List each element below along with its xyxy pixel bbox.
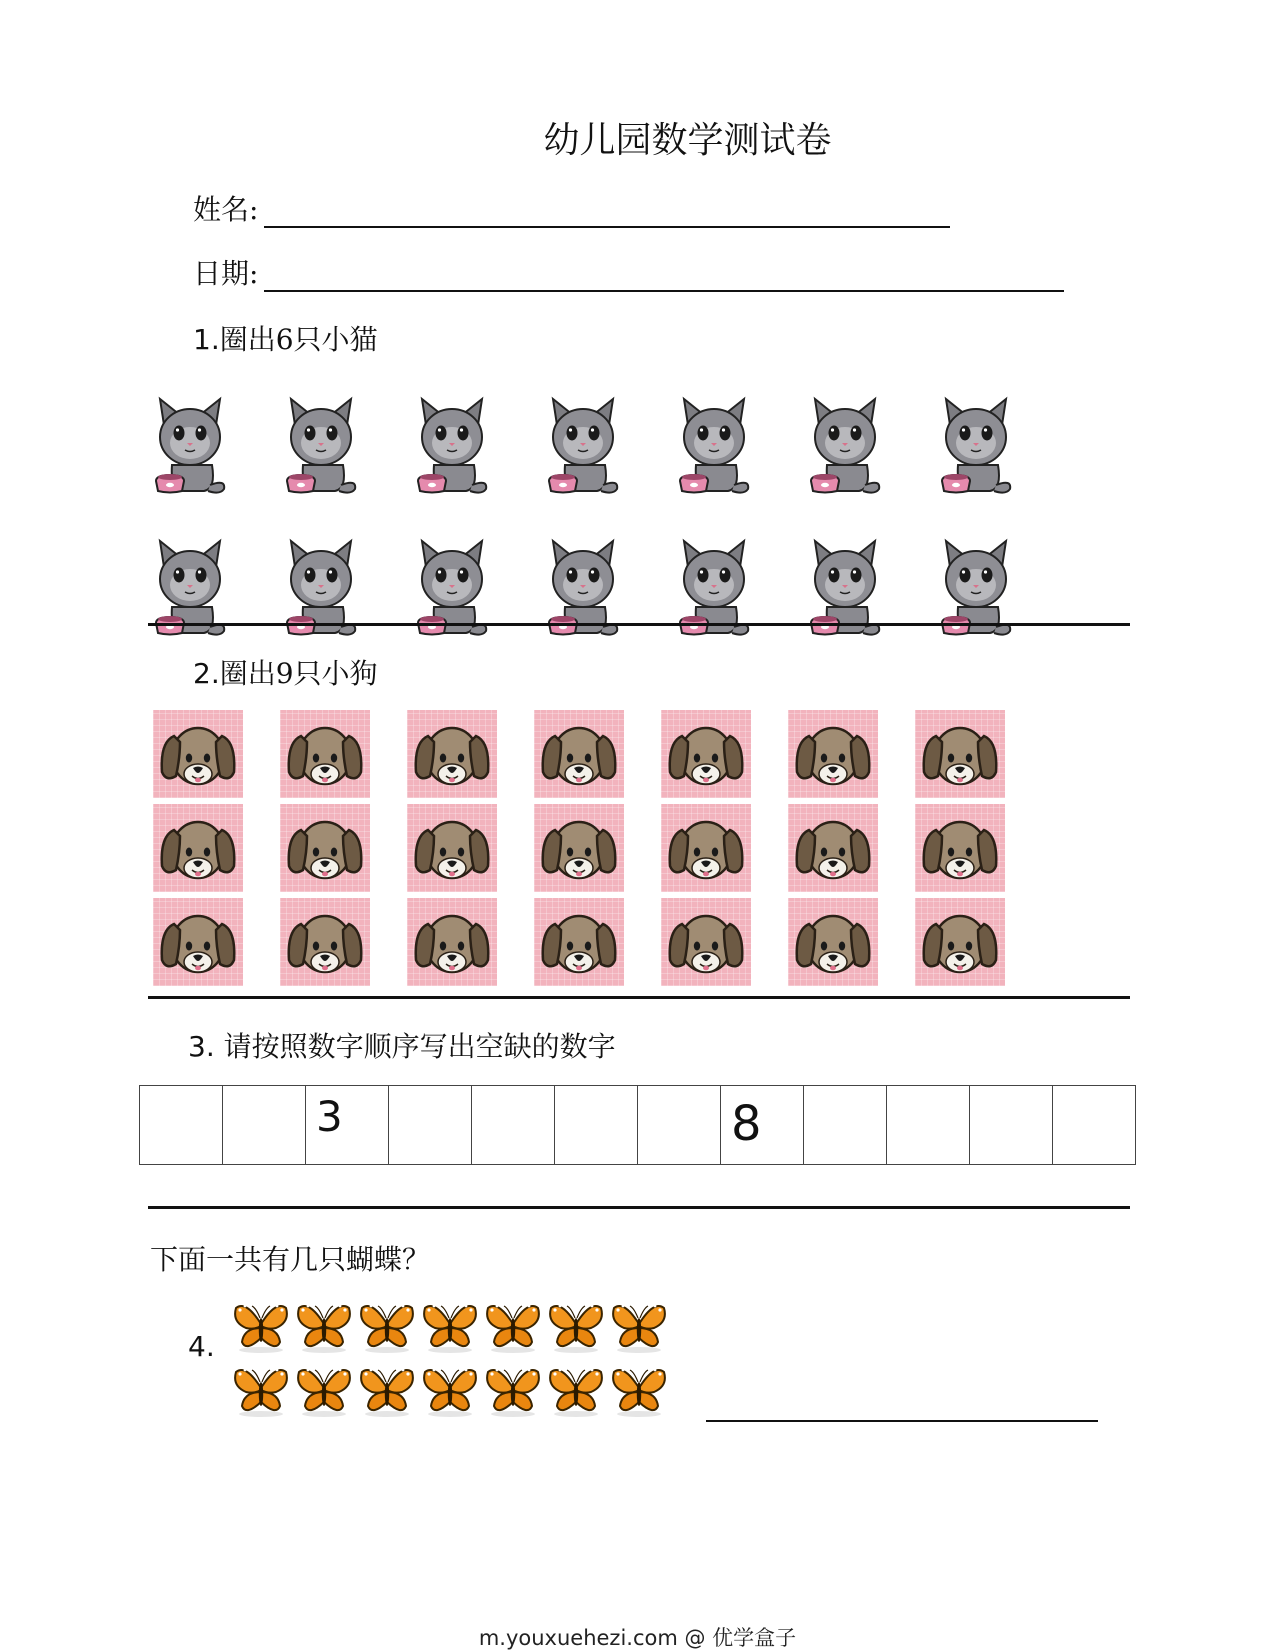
number-cell-value: 3 bbox=[316, 1092, 343, 1141]
number-cell[interactable] bbox=[223, 1086, 306, 1165]
answer-line[interactable] bbox=[706, 1420, 1098, 1422]
name-field[interactable] bbox=[193, 188, 950, 228]
dog-icon[interactable] bbox=[407, 710, 497, 798]
butterfly-icon bbox=[295, 1298, 353, 1354]
number-cell[interactable] bbox=[389, 1086, 472, 1165]
cat-icon[interactable] bbox=[936, 395, 1016, 495]
footer-watermark: m.youxuehezi.com @ 优学盒子 bbox=[478, 1626, 797, 1650]
number-cell[interactable] bbox=[970, 1086, 1053, 1165]
number-cell bbox=[721, 1086, 804, 1165]
butterfly-icon bbox=[295, 1362, 353, 1418]
cat-icon[interactable] bbox=[281, 395, 361, 495]
cat-icon[interactable] bbox=[674, 537, 754, 637]
dog-icon[interactable] bbox=[280, 804, 370, 892]
divider-3 bbox=[148, 1206, 1130, 1209]
question-2-number: 2. bbox=[193, 657, 220, 690]
date-field[interactable] bbox=[193, 252, 1064, 292]
question-3-number: 3. bbox=[188, 1030, 215, 1063]
butterfly-icon bbox=[232, 1362, 290, 1418]
dog-icon[interactable] bbox=[280, 898, 370, 986]
divider-2 bbox=[148, 996, 1130, 999]
butterfly-icon bbox=[232, 1298, 290, 1354]
question-2-text: 圈出9只小狗 bbox=[219, 657, 378, 690]
cat-icon[interactable] bbox=[543, 395, 623, 495]
butterfly-icon bbox=[358, 1362, 416, 1418]
dog-icon[interactable] bbox=[153, 898, 243, 986]
divider-1 bbox=[148, 623, 1130, 626]
question-3-text: 请按照数字顺序写出空缺的数字 bbox=[223, 1030, 616, 1063]
name-label: 姓名: bbox=[193, 193, 259, 226]
dog-icon[interactable] bbox=[661, 898, 751, 986]
cat-icon[interactable] bbox=[674, 395, 754, 495]
number-cell[interactable] bbox=[804, 1086, 887, 1165]
question-4-text: 下面一共有几只蝴蝶？ bbox=[150, 1243, 431, 1276]
butterfly-icon bbox=[484, 1362, 542, 1418]
number-sequence-table bbox=[139, 1085, 1136, 1165]
dog-icon[interactable] bbox=[915, 898, 1005, 986]
dog-icon[interactable] bbox=[915, 710, 1005, 798]
cat-grid bbox=[150, 395, 1067, 637]
cat-icon[interactable] bbox=[805, 537, 885, 637]
dog-icon[interactable] bbox=[661, 710, 751, 798]
cat-icon[interactable] bbox=[805, 395, 885, 495]
date-label: 日期: bbox=[193, 257, 259, 290]
question-1-number: 1. bbox=[193, 323, 220, 356]
butterfly-icon bbox=[421, 1298, 479, 1354]
number-cell[interactable] bbox=[140, 1086, 223, 1165]
number-cell[interactable] bbox=[1053, 1086, 1136, 1165]
cat-icon[interactable] bbox=[150, 537, 230, 637]
butterfly-icon bbox=[421, 1362, 479, 1418]
cat-icon[interactable] bbox=[281, 537, 361, 637]
dog-icon[interactable] bbox=[534, 804, 624, 892]
dog-grid bbox=[153, 710, 1042, 986]
cat-icon[interactable] bbox=[936, 537, 1016, 637]
question-1-text: 圈出6只小猫 bbox=[219, 323, 378, 356]
dog-icon[interactable] bbox=[788, 898, 878, 986]
dog-icon[interactable] bbox=[534, 898, 624, 986]
butterfly-icon bbox=[547, 1362, 605, 1418]
butterfly-icon bbox=[484, 1298, 542, 1354]
butterfly-icon bbox=[610, 1362, 668, 1418]
number-cell[interactable] bbox=[555, 1086, 638, 1165]
page-title: 幼儿园数学测试卷 bbox=[543, 120, 832, 161]
butterfly-icon bbox=[547, 1298, 605, 1354]
cat-icon[interactable] bbox=[543, 537, 623, 637]
dog-icon[interactable] bbox=[915, 804, 1005, 892]
date-input-line[interactable] bbox=[264, 264, 1064, 292]
dog-icon[interactable] bbox=[153, 804, 243, 892]
butterfly-icon bbox=[358, 1298, 416, 1354]
question-4-number: 4. bbox=[188, 1330, 215, 1363]
butterfly-icon bbox=[610, 1298, 668, 1354]
dog-icon[interactable] bbox=[788, 804, 878, 892]
number-cell[interactable] bbox=[638, 1086, 721, 1165]
dog-icon[interactable] bbox=[407, 804, 497, 892]
number-cell[interactable] bbox=[887, 1086, 970, 1165]
dog-icon[interactable] bbox=[661, 804, 751, 892]
question-3-label bbox=[188, 1025, 616, 1065]
dog-icon[interactable] bbox=[153, 710, 243, 798]
question-1-label bbox=[193, 318, 378, 358]
dog-icon[interactable] bbox=[534, 710, 624, 798]
cat-icon[interactable] bbox=[412, 395, 492, 495]
question-2-label bbox=[193, 652, 378, 692]
number-cell-value: 8 bbox=[731, 1096, 762, 1152]
butterfly-grid bbox=[232, 1298, 673, 1418]
cat-icon[interactable] bbox=[150, 395, 230, 495]
dog-icon[interactable] bbox=[280, 710, 370, 798]
dog-icon[interactable] bbox=[788, 710, 878, 798]
dog-icon[interactable] bbox=[407, 898, 497, 986]
cat-icon[interactable] bbox=[412, 537, 492, 637]
number-cell[interactable] bbox=[472, 1086, 555, 1165]
number-cell bbox=[306, 1086, 389, 1165]
name-input-line[interactable] bbox=[264, 200, 950, 228]
